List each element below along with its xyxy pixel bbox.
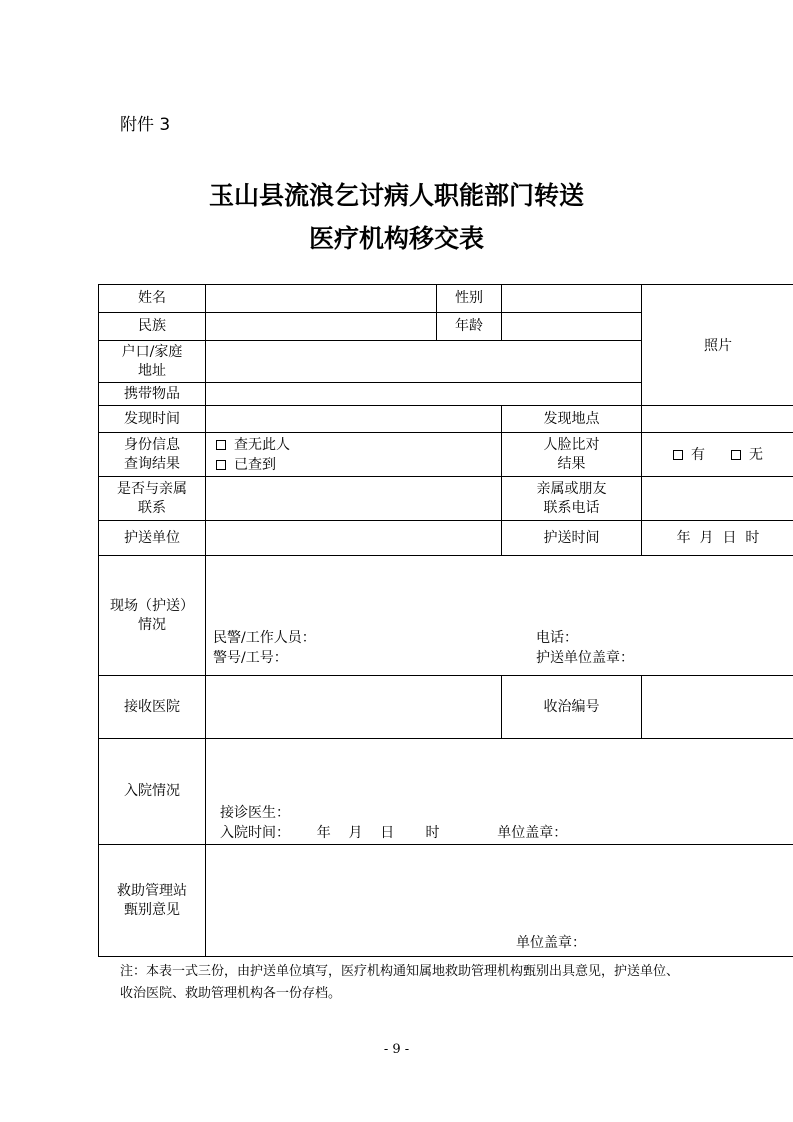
- badge-no-label: 警号/工号：: [213, 650, 288, 666]
- label-found-place-text: 发现地点: [543, 410, 600, 427]
- label-face-match: [501, 432, 642, 477]
- input-found-place[interactable]: [641, 405, 793, 433]
- identity-none-label: 查无此人: [234, 436, 290, 453]
- input-receiving-hospital[interactable]: [205, 675, 502, 739]
- escort-time-value: 年 月 日 时: [676, 529, 760, 546]
- input-belongings[interactable]: [205, 382, 642, 406]
- identity-query-options: [205, 432, 502, 477]
- label-age: [436, 312, 502, 341]
- label-receiving-hospital-text: 接收医院: [124, 698, 180, 715]
- label-age-text: 年龄: [455, 318, 483, 334]
- form-title-line1: 玉山县流浪乞讨病人职能部门转送: [208, 181, 584, 210]
- label-address: [98, 340, 206, 383]
- label-name: [98, 284, 206, 313]
- label-admission-no-text: 收治编号: [543, 698, 600, 715]
- label-rescue-station: [98, 844, 206, 957]
- unit-seal-label: 单位盖章：: [516, 935, 586, 951]
- label-scene: [98, 555, 206, 676]
- label-rescue-station-line2: 甄别意见: [124, 901, 180, 918]
- photo-label: 照片: [704, 338, 732, 354]
- label-identity-query: [98, 432, 206, 477]
- input-relatives-contact[interactable]: [205, 476, 502, 521]
- checkbox-square-icon[interactable]: [216, 460, 226, 470]
- label-name-text: 姓名: [138, 290, 166, 306]
- form-note: 注：本表一式三份，由护送单位填写，医疗机构通知属地救助管理机构甄别出具意见，护送单位、收治医院、救助管理机构各一份存档。: [120, 964, 680, 1001]
- input-age[interactable]: [501, 312, 642, 341]
- label-belongings-text: 携带物品: [124, 385, 180, 402]
- label-found-place: [501, 405, 642, 433]
- face-yes-label: 有: [691, 446, 705, 463]
- input-admission-no[interactable]: [641, 675, 793, 739]
- face-match-options: [641, 432, 793, 477]
- photo-box[interactable]: [641, 284, 793, 406]
- label-address-line2: 地址: [138, 362, 166, 379]
- phone-label: 电话：: [536, 630, 578, 646]
- face-no-label: 无: [749, 446, 763, 463]
- label-found-time-text: 发现时间: [124, 410, 180, 427]
- input-escort-unit[interactable]: [205, 520, 502, 556]
- input-ethnicity[interactable]: [205, 312, 437, 341]
- label-relatives-phone-line2: 联系电话: [543, 499, 600, 516]
- label-found-time: [98, 405, 206, 433]
- checkbox-square-icon[interactable]: [673, 450, 683, 460]
- label-ethnicity: [98, 312, 206, 341]
- label-relatives-phone: [501, 476, 642, 521]
- checkbox-identity-none[interactable]: [216, 435, 290, 455]
- input-relatives-phone[interactable]: [641, 476, 793, 521]
- label-identity-query-line1: 身份信息: [124, 436, 180, 453]
- identity-found-label: 已查到: [234, 456, 276, 473]
- label-belongings: [98, 382, 206, 406]
- checkbox-face-yes[interactable]: [673, 445, 705, 465]
- label-admission-status-text: 入院情况: [124, 783, 180, 799]
- scene-details-box[interactable]: [205, 555, 793, 676]
- input-escort-time[interactable]: [641, 520, 793, 556]
- transfer-form-table: [98, 284, 763, 957]
- label-rescue-station-line1: 救助管理站: [117, 882, 187, 899]
- label-relatives-contact-line1: 是否与亲属: [117, 480, 187, 497]
- label-admission-status: [98, 738, 206, 845]
- label-face-match-line1: 人脸比对: [543, 436, 600, 453]
- admission-time-label: 入院时间： 年 月 日 时 单位盖章：: [220, 825, 568, 841]
- checkbox-identity-found[interactable]: [216, 455, 276, 475]
- attachment-label: 附件 3: [120, 115, 171, 135]
- label-gender-text: 性别: [455, 290, 483, 306]
- label-escort-time: [501, 520, 642, 556]
- label-scene-line2: 情况: [138, 616, 166, 633]
- admission-details-box[interactable]: [205, 738, 793, 845]
- label-ethnicity-text: 民族: [138, 318, 166, 334]
- label-relatives-contact: [98, 476, 206, 521]
- checkbox-square-icon[interactable]: [216, 440, 226, 450]
- form-title-line2: 医疗机构移交表: [308, 224, 484, 253]
- input-name[interactable]: [205, 284, 437, 313]
- input-address[interactable]: [205, 340, 642, 383]
- label-admission-no: [501, 675, 642, 739]
- label-gender: [436, 284, 502, 313]
- label-identity-query-line2: 查询结果: [124, 455, 180, 472]
- label-scene-line1: 现场（护送）: [110, 597, 194, 614]
- police-staff-label: 民警/工作人员：: [213, 630, 316, 646]
- escort-seal-label: 护送单位盖章：: [536, 650, 634, 666]
- label-relatives-phone-line1: 亲属或朋友: [536, 480, 607, 497]
- label-escort-unit: [98, 520, 206, 556]
- label-escort-time-text: 护送时间: [543, 529, 600, 546]
- label-receiving-hospital: [98, 675, 206, 739]
- input-found-time[interactable]: [205, 405, 502, 433]
- label-relatives-contact-line2: 联系: [138, 499, 166, 516]
- label-address-line1: 户口/家庭: [121, 343, 183, 360]
- checkbox-square-icon[interactable]: [731, 450, 741, 460]
- input-gender[interactable]: [501, 284, 642, 313]
- attending-doctor-label: 接诊医生：: [220, 805, 290, 821]
- checkbox-face-no[interactable]: [731, 445, 763, 465]
- label-face-match-line2: 结果: [557, 455, 586, 472]
- label-escort-unit-text: 护送单位: [124, 529, 180, 546]
- page-number: - 9 -: [383, 1042, 410, 1057]
- rescue-opinion-box[interactable]: [205, 844, 793, 957]
